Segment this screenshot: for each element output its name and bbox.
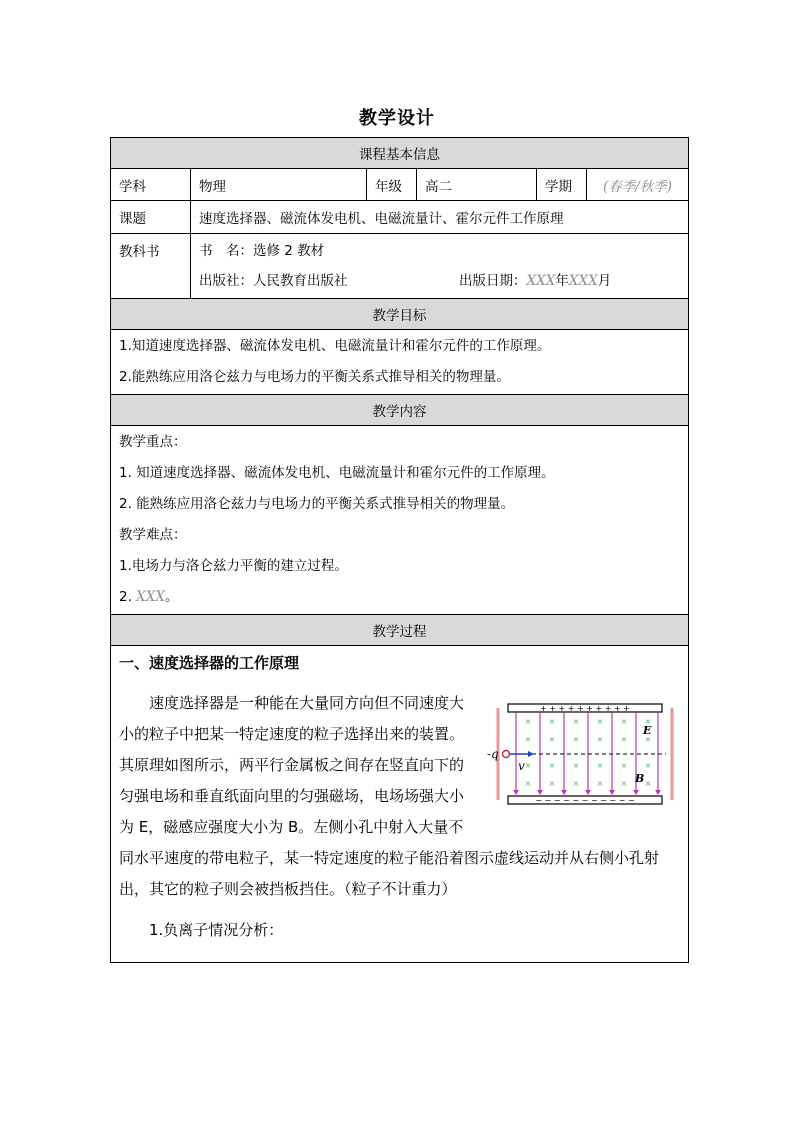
- cross-icon: ×: [644, 779, 652, 788]
- cross-icon: ×: [572, 761, 580, 770]
- process-row: [111, 646, 689, 963]
- pub-year: XXX: [526, 273, 556, 289]
- bottom-plate-signs: − − − − − − − − − − −: [535, 796, 635, 805]
- cross-icon: ×: [596, 717, 604, 726]
- field-arrowhead-icon: [609, 790, 615, 795]
- goals-header: 教学目标: [111, 299, 689, 330]
- cross-icon: ×: [596, 761, 604, 770]
- textbook-row: [111, 234, 689, 299]
- cross-icon: ×: [644, 735, 652, 744]
- e-field-label: E: [643, 724, 652, 737]
- content-header: 教学内容: [111, 395, 689, 426]
- cross-icon: ×: [524, 761, 532, 770]
- subject-row: [111, 169, 689, 201]
- field-arrowhead-icon: [633, 790, 639, 795]
- cross-icon: ×: [644, 717, 652, 726]
- difficulty-item-2-prefix: 2.: [119, 589, 137, 605]
- subsection-heading: 1.负离子情况分析：: [119, 921, 284, 939]
- field-arrowhead-icon: [537, 790, 543, 795]
- subject-value: 物理: [191, 169, 367, 201]
- month-char: 月: [597, 273, 612, 289]
- goal-item: 1.知道速度选择器、磁流体发电机、电磁流量计和霍尔元件的工作原理。: [119, 338, 551, 354]
- key-point-item: 2. 能熟练应用洛仑兹力与电场力的平衡关系式推导相关的物理量。: [119, 496, 515, 512]
- cross-icon: ×: [572, 735, 580, 744]
- difficulty-placeholder: XXX: [136, 589, 166, 605]
- lesson-plan-table: [110, 137, 689, 963]
- cross-icon: ×: [620, 735, 628, 744]
- document-title: 教学设计: [359, 108, 435, 129]
- term-value: (春季/秋季): [587, 169, 689, 201]
- field-arrowhead-icon: [585, 790, 591, 795]
- cross-icon: ×: [620, 761, 628, 770]
- field-arrowhead-icon: [513, 790, 519, 795]
- cross-icon: ×: [524, 717, 532, 726]
- topic-label: 课题: [111, 201, 191, 234]
- cross-icon: ×: [644, 761, 652, 770]
- goals-row: [111, 330, 689, 395]
- field-arrowhead-icon: [655, 790, 661, 795]
- difficulty-item-2: [119, 582, 680, 613]
- section-title: 一、速度选择器的工作原理: [119, 654, 300, 672]
- particle-icon: [503, 751, 510, 758]
- basic-info-header: 课程基本信息: [111, 138, 689, 169]
- cross-icon: ×: [548, 761, 556, 770]
- basic-info-header-row: [111, 138, 689, 169]
- content-header-row: [111, 395, 689, 426]
- key-point-item: 1. 知道速度选择器、磁流体发电机、电磁流量计和霍尔元件的工作原理。: [119, 465, 555, 481]
- process-header: 教学过程: [111, 615, 689, 646]
- topic-row: [111, 201, 689, 234]
- cross-icon: ×: [572, 717, 580, 726]
- cross-icon: ×: [524, 779, 532, 788]
- publisher: 出版社：人民教育出版社: [199, 273, 348, 289]
- cross-icon: ×: [548, 717, 556, 726]
- difficulty-label: 教学难点：: [119, 527, 187, 543]
- cross-icon: ×: [596, 779, 604, 788]
- pub-month: XXX: [568, 273, 598, 289]
- grade-label: 年级: [367, 169, 417, 201]
- difficulty-item-2-suffix: 。: [165, 589, 179, 605]
- velocity-label: v: [518, 759, 525, 773]
- cross-icon: ×: [572, 779, 580, 788]
- difficulty-item: 1.电场力与洛仑兹力平衡的建立过程。: [119, 558, 348, 574]
- key-points-label: 教学重点：: [119, 434, 187, 450]
- b-field-label: B: [635, 772, 645, 785]
- book-name: 书 名：选修 2 教材: [199, 243, 325, 259]
- goals-header-row: [111, 299, 689, 330]
- cross-icon: ×: [548, 779, 556, 788]
- content-body: [111, 426, 689, 615]
- textbook-info: [191, 234, 689, 299]
- publisher-line: [199, 266, 680, 296]
- textbook-label: 教科书: [111, 234, 191, 299]
- cross-icon: ×: [620, 779, 628, 788]
- cross-icon: ×: [620, 717, 628, 726]
- pub-date-label: 出版日期：: [459, 273, 527, 289]
- goals-content: [111, 330, 689, 395]
- velocity-arrowhead-icon: [528, 751, 534, 757]
- subject-label: 学科: [111, 169, 191, 201]
- cross-icon: ×: [524, 735, 532, 744]
- top-plate-signs: + + + + + + + + + +: [540, 704, 631, 713]
- process-paragraph: 速度选择器是一种能在大量同方向但不同速度大小的粒子中把某一特定速度的粒子选择出来的装置。其原理如图所示，两平行金属板之间存在竖直向下的匀强电场和垂直纸面向里的匀强磁场，电场场强大小为 E，磁感应强度大小为 B。左侧小孔中射入大量不同水平速度的带电粒子，某一特定速度的粒子能沿着图示虚线运动并从右侧小孔射出，其它的粒子则会被挡板挡住。（粒子不计重力）: [119, 694, 660, 898]
- content-row: [111, 426, 689, 615]
- goal-item: 2.能熟练应用洛仑兹力与电场力的平衡关系式推导相关的物理量。: [119, 369, 510, 385]
- cross-icon: ×: [548, 735, 556, 744]
- term-label: 学期: [537, 169, 587, 201]
- charge-label: -q: [487, 747, 499, 761]
- process-header-row: [111, 615, 689, 646]
- field-arrowhead-icon: [561, 790, 567, 795]
- velocity-selector-figure: [487, 702, 680, 812]
- cross-icon: ×: [596, 735, 604, 744]
- process-content: [111, 646, 689, 963]
- grade-value: 高二: [417, 169, 537, 201]
- topic-value: 速度选择器、磁流体发电机、电磁流量计、霍尔元件工作原理: [191, 201, 689, 234]
- year-char: 年: [555, 273, 569, 289]
